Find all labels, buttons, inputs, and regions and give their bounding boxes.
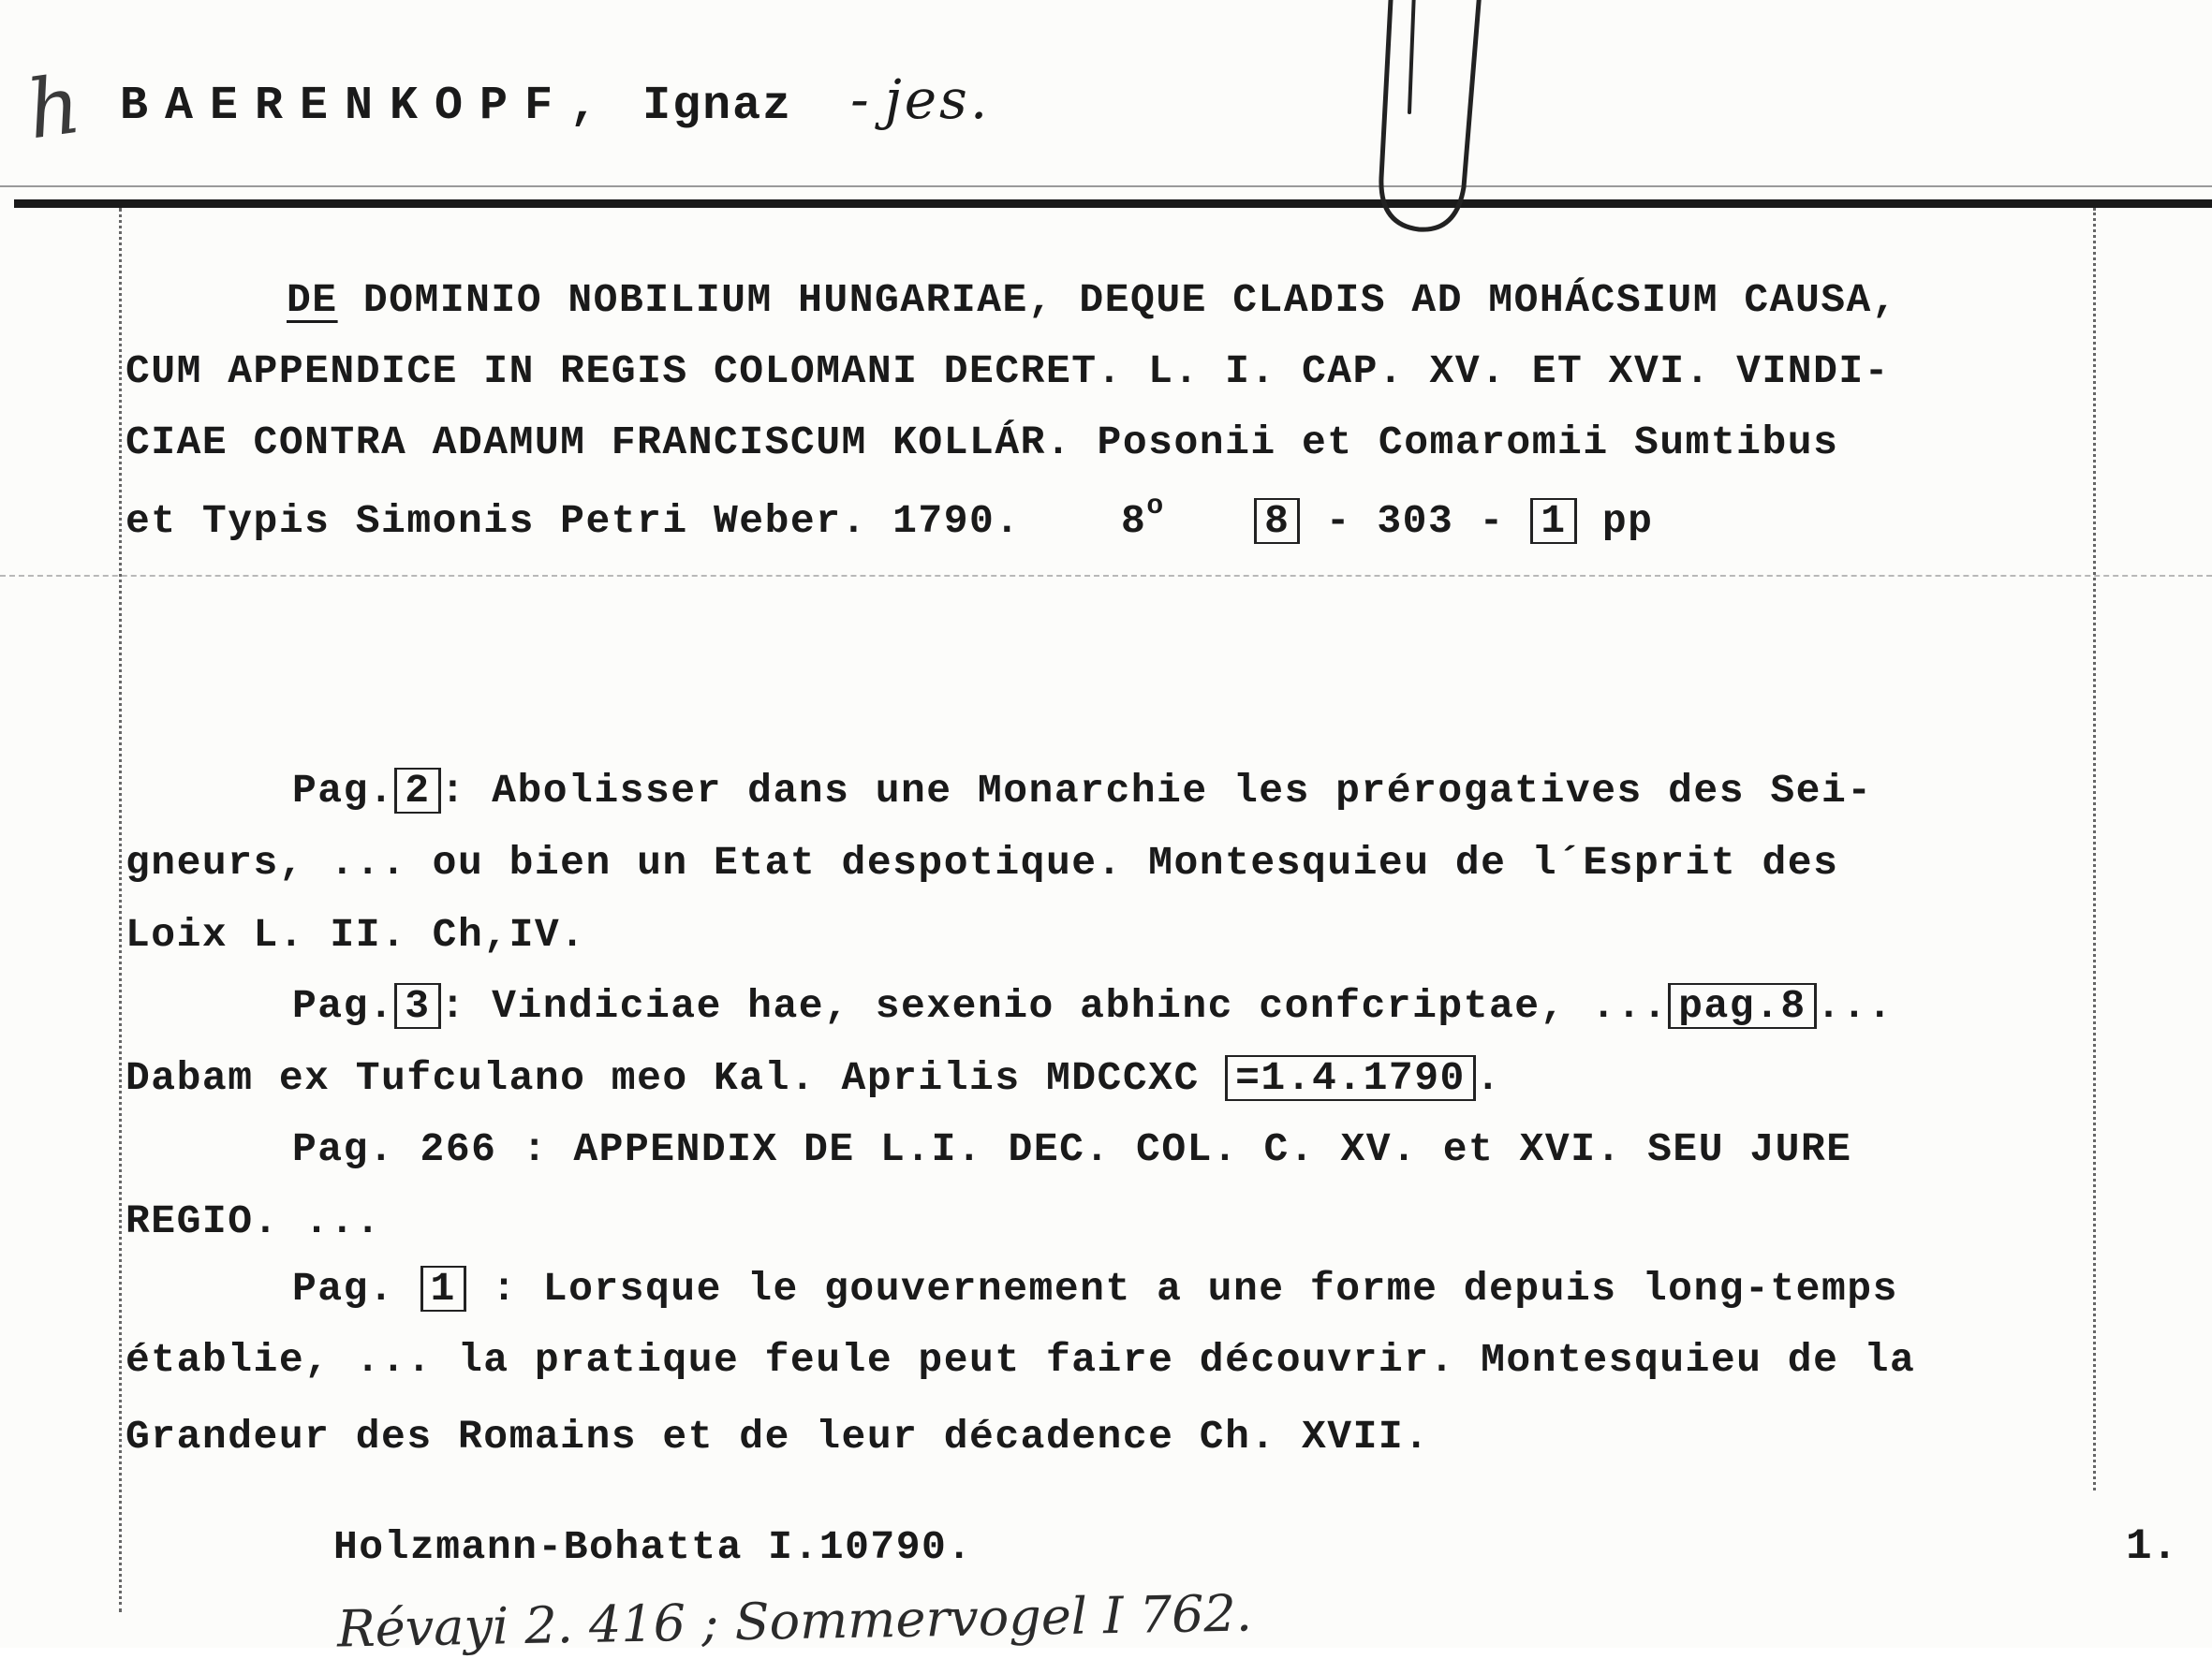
header-rule [14,199,2212,208]
note-2-dating: Dabam ex Tufculano meo Kal. Aprilis MDCCXC [125,1055,1200,1101]
note-1-prefix: Pag. [292,768,395,814]
heading-comma: , [569,80,598,133]
note-2-page-bracket: 3 [394,983,440,1029]
format-number: 8 [1120,498,1147,544]
note-2-text: : Vindiciae hae, sexenio abhinc confcriptae, ... [440,983,1669,1029]
left-margin-line [119,208,122,1612]
note-4-line-3: Grandeur des Romains et de leur décadence Ch. XVII. [125,1414,1430,1460]
note-2-line-2 [125,1055,1501,1101]
note-2-ellipsis: ... [1816,983,1894,1029]
note-2-ref-bracket: pag.8 [1668,983,1817,1029]
entry-line-2: CUM APPENDICE IN REGIS COLOMANI DECRET. L. I. CAP. XV. ET XVI. VINDI- [125,348,1890,394]
note-2-prefix: Pag. [292,983,395,1029]
jesuit-annotation: jes. [884,67,991,131]
note-1-line-2: gneurs, ... ou bien un Etat despotique. Montesquieu de l´Esprit des [125,840,1839,886]
note-2-line-1 [292,983,1894,1029]
card-number: 1. [2126,1522,2178,1571]
note-3-line-1: Pag. 266 : APPENDIX DE L.I. DEC. COL. C. XV. et XVI. SEU JURE [292,1126,1852,1172]
note-2-end: . [1475,1055,1502,1101]
right-margin-line [2093,208,2096,1490]
heading-dash: - [850,67,872,131]
pages-prelim-bracket: 8 [1254,498,1300,544]
note-4-line-1 [292,1266,1898,1312]
imprint-text: et Typis Simonis Petri Weber. 1790. [125,498,1021,544]
typed-reference: Holzmann-Bohatta I.10790. [333,1524,973,1570]
note-2-date-bracket: =1.4.1790 [1225,1055,1476,1101]
author-given-name: Ignaz [642,80,793,133]
top-thin-rule [0,185,2212,187]
note-4-prefix: Pag. [292,1266,395,1312]
note-4-page-bracket: 1 [420,1266,466,1312]
mid-divider [0,575,2212,577]
note-1-line-3: Loix L. II. Ch,IV. [125,912,586,958]
note-4-line-2: établie, ... la pratique feule peut faire découvrir. Montesquieu de la [125,1337,1916,1383]
note-4-text: : Lorsque le gouvernement a une forme depuis long-temps [492,1266,1898,1312]
author-heading [120,67,990,133]
entry-line-1 [287,277,1897,323]
handwritten-marker: h [22,57,87,158]
note-3-line-2: REGIO. ... [125,1198,382,1244]
pages-end-bracket: 1 [1530,498,1576,544]
entry-line-4 [125,491,1653,544]
author-surname: BAERENKOPF [120,80,570,133]
format-degree: o [1146,491,1165,522]
title-first-word: DE [287,277,338,323]
pages-main: - 303 - [1325,498,1505,544]
note-1-page-bracket: 2 [394,768,440,814]
note-1-line-1 [292,768,1873,814]
paperclip-mark-icon [1363,0,1512,262]
pages-unit: pp [1601,498,1654,544]
title-line-1: DOMINIO NOBILIUM HUNGARIAE, DEQUE CLADIS AD MOHÁCSIUM CAUSA, [337,277,1898,323]
entry-line-3: CIAE CONTRA ADAMUM FRANCISCUM KOLLÁR. Posonii et Comaromii Sumtibus [125,419,1839,465]
note-1-text: : Abolisser dans une Monarchie les prérogatives des Sei- [440,768,1873,814]
handwritten-reference: Révayi 2. 416 ; Sommervogel I 762. [336,1583,1253,1659]
